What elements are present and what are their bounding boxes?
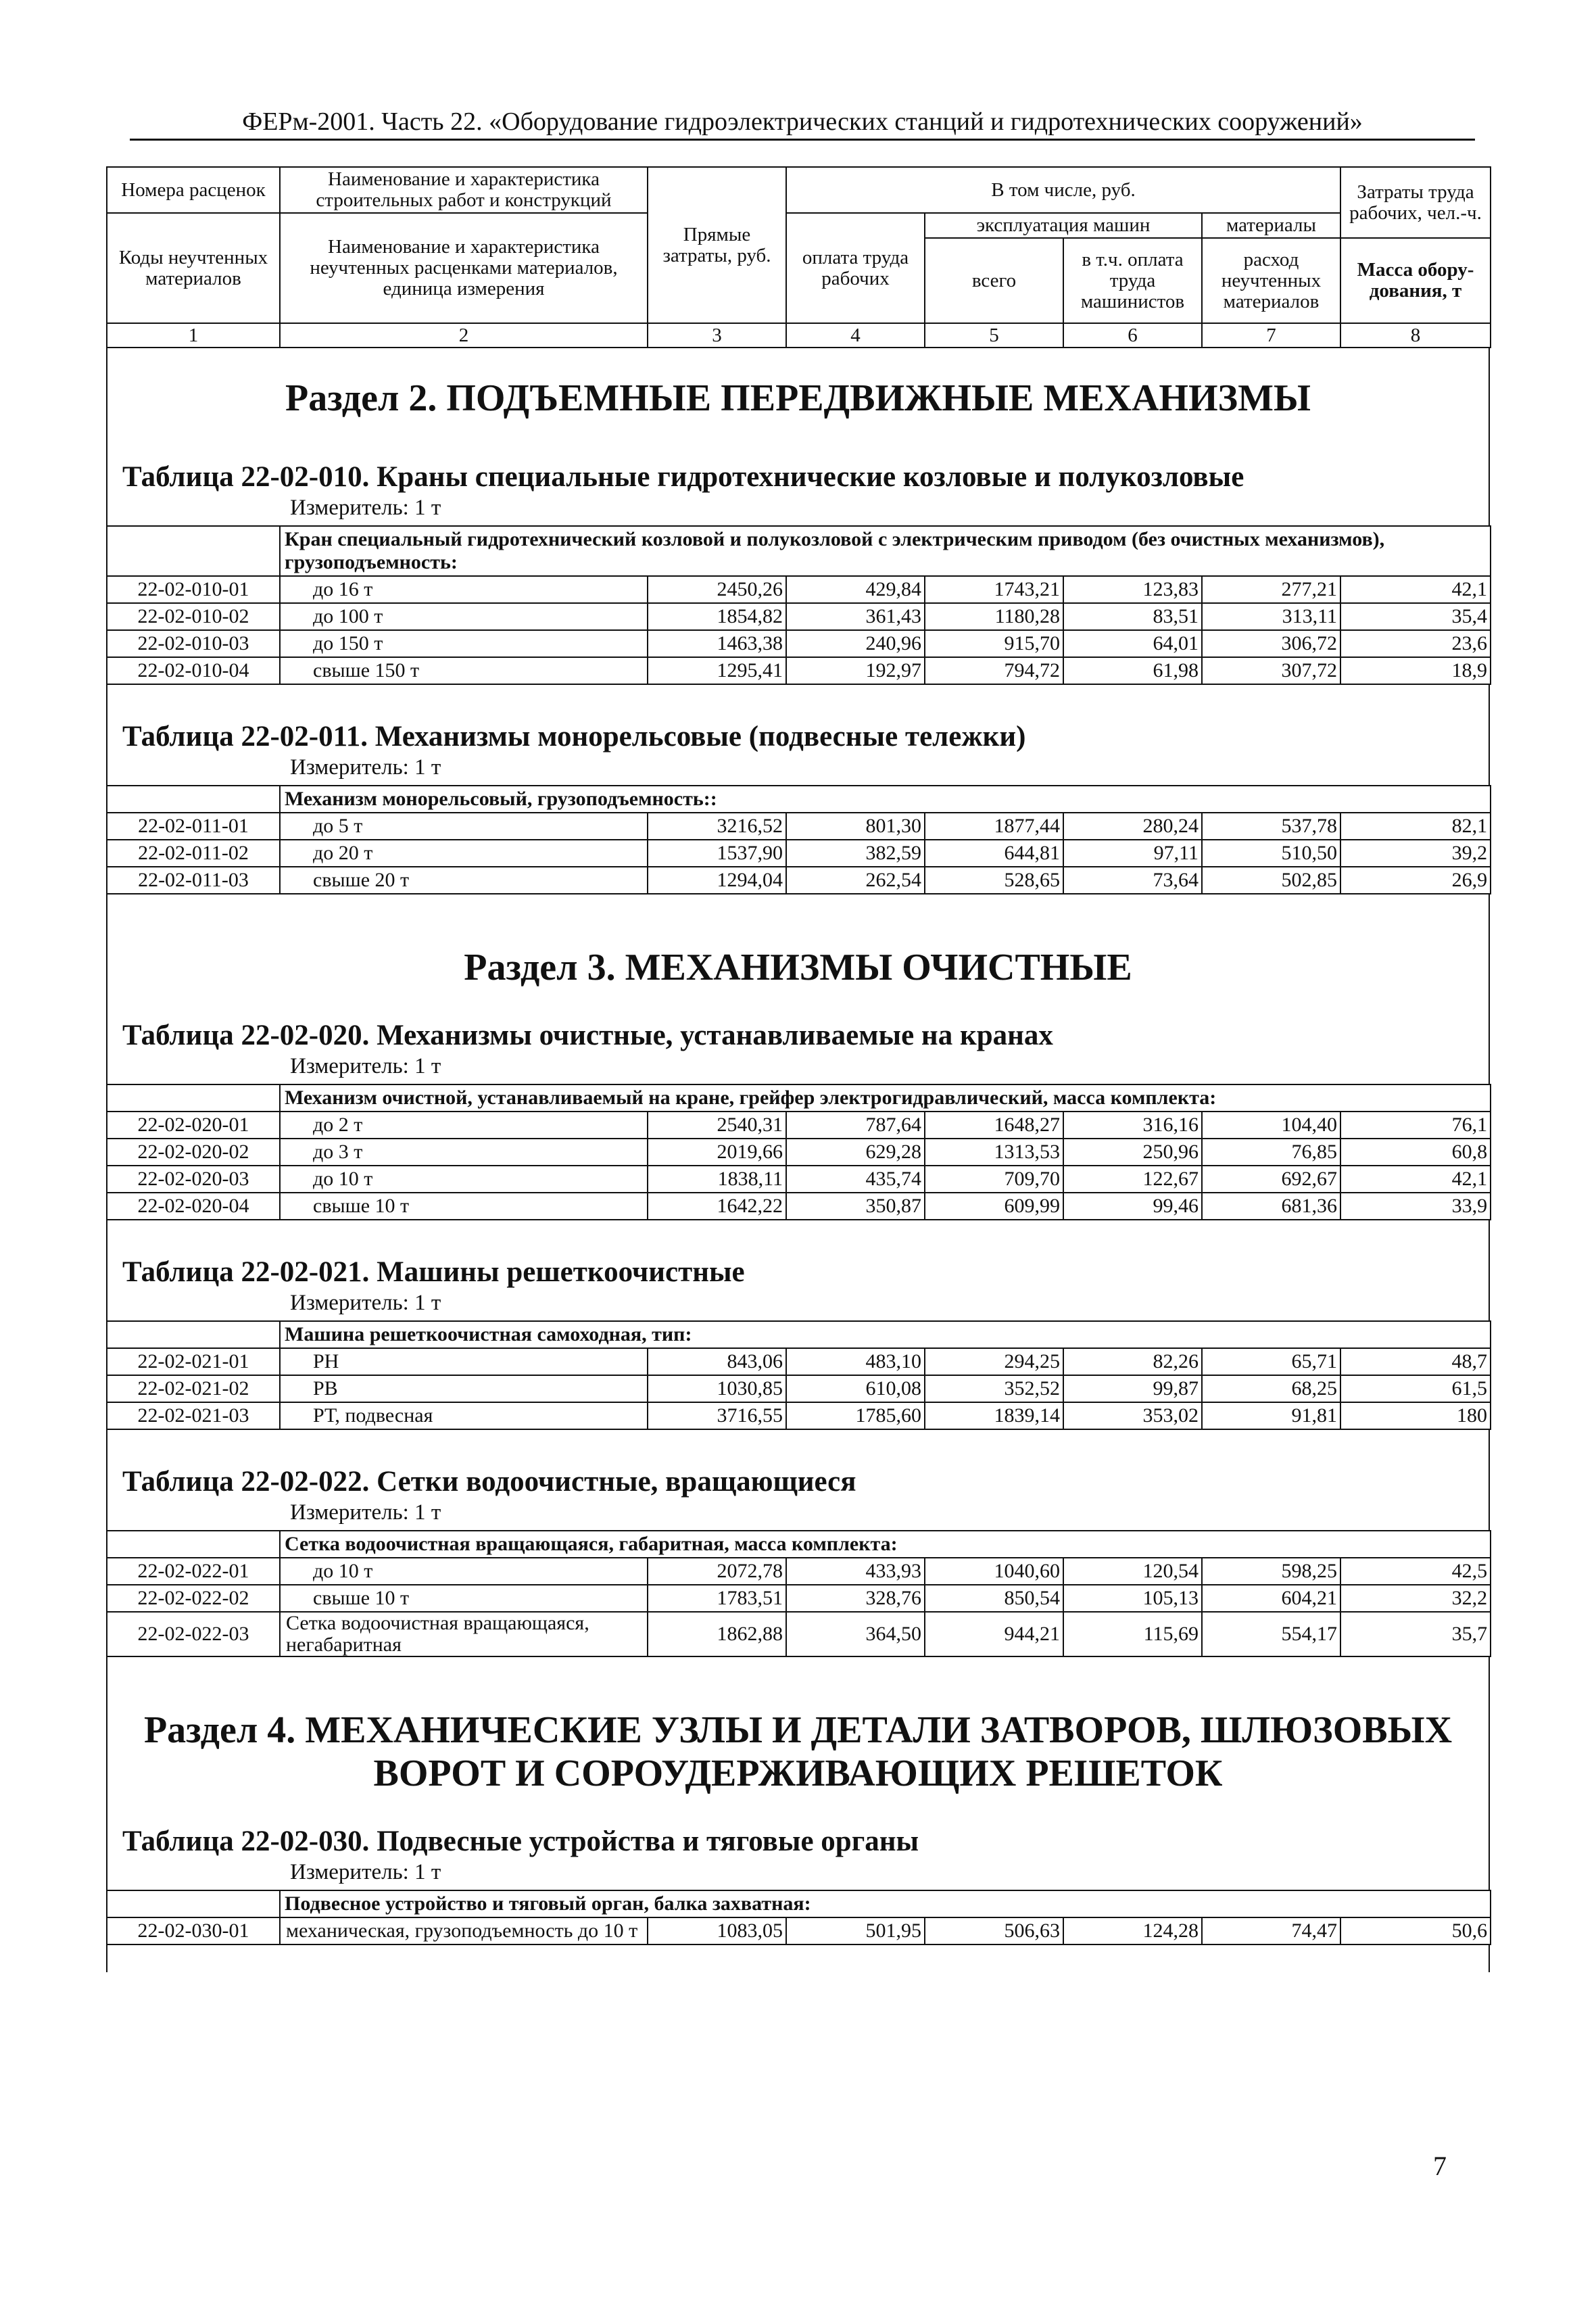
direct-cost: 1854,82 — [648, 603, 786, 630]
materials-cost: 306,72 — [1202, 630, 1340, 657]
labor-pay: 610,08 — [786, 1375, 925, 1402]
col-materials: материалы — [1202, 213, 1340, 238]
table-row — [107, 1917, 1491, 1944]
labor-cost: 61,5 — [1340, 1375, 1491, 1402]
rate-code: 22-02-021-01 — [107, 1348, 280, 1375]
direct-cost: 1862,88 — [648, 1612, 786, 1656]
table-title: Таблица 22-02-010. Краны специальные гидротехнические козловые и полукозловые — [122, 461, 1244, 493]
materials-cost: 74,47 — [1202, 1917, 1340, 1944]
rate-name: до 5 т — [280, 813, 648, 840]
col-direct: Прямые затраты, руб. — [648, 167, 786, 323]
materials-cost: 502,85 — [1202, 867, 1340, 894]
col-materials-use: расход неучтенных материалов — [1202, 238, 1340, 323]
table-row — [107, 1585, 1491, 1612]
machinists-pay: 64,01 — [1063, 630, 1202, 657]
labor-pay: 435,74 — [786, 1166, 925, 1193]
machines-total: 850,54 — [925, 1585, 1063, 1612]
col-index: 8 — [1340, 323, 1491, 348]
machinists-pay: 123,83 — [1063, 576, 1202, 603]
rate-name: до 10 т — [280, 1166, 648, 1193]
direct-cost: 2540,31 — [648, 1112, 786, 1139]
direct-cost: 1838,11 — [648, 1166, 786, 1193]
measure-unit: Измеритель: 1 т — [290, 496, 441, 520]
machinists-pay: 82,26 — [1063, 1348, 1202, 1375]
rate-name: свыше 20 т — [280, 867, 648, 894]
direct-cost: 3216,52 — [648, 813, 786, 840]
section-title: Раздел 2. ПОДЪЕМНЫЕ ПЕРЕДВИЖНЫЕ МЕХАНИЗМЫ — [285, 377, 1311, 419]
rate-code: 22-02-021-02 — [107, 1375, 280, 1402]
materials-cost: 692,67 — [1202, 1166, 1340, 1193]
labor-pay: 629,28 — [786, 1139, 925, 1166]
materials-cost: 598,25 — [1202, 1558, 1340, 1585]
machinists-pay: 353,02 — [1063, 1402, 1202, 1429]
labor-cost: 32,2 — [1340, 1585, 1491, 1612]
machines-total: 1180,28 — [925, 603, 1063, 630]
rate-name: РВ — [280, 1375, 648, 1402]
col-numbers: Номера расценок — [107, 167, 280, 213]
machines-total: 1877,44 — [925, 813, 1063, 840]
rate-name: до 16 т — [280, 576, 648, 603]
rate-name: до 150 т — [280, 630, 648, 657]
table-row — [107, 1112, 1491, 1139]
direct-cost: 843,06 — [648, 1348, 786, 1375]
labor-pay: 1785,60 — [786, 1402, 925, 1429]
materials-cost: 604,21 — [1202, 1585, 1340, 1612]
col-index: 4 — [786, 323, 925, 348]
section-title: Раздел 3. МЕХАНИЗМЫ ОЧИСТНЫЕ — [464, 947, 1132, 988]
rates-table — [106, 1890, 1491, 1945]
price-table — [106, 166, 1490, 1972]
document-header: ФЕРм-2001. Часть 22. «Оборудование гидроэлектрических станций и гидротехнических сооружений» — [242, 108, 1363, 136]
measure-unit: Измеритель: 1 т — [290, 755, 441, 780]
labor-cost: 18,9 — [1340, 657, 1491, 684]
table-description: Механизм монорельсовый, грузоподъемность:: — [280, 786, 1491, 813]
machines-total: 944,21 — [925, 1612, 1063, 1656]
col-index: 5 — [925, 323, 1063, 348]
direct-cost: 1295,41 — [648, 657, 786, 684]
machines-total: 609,99 — [925, 1193, 1063, 1220]
labor-pay: 350,87 — [786, 1193, 925, 1220]
machinists-pay: 124,28 — [1063, 1917, 1202, 1944]
table-title: Таблица 22-02-022. Сетки водоочистные, вращающиеся — [122, 1466, 856, 1498]
labor-cost: 23,6 — [1340, 630, 1491, 657]
table-row — [107, 1193, 1491, 1220]
machines-total: 294,25 — [925, 1348, 1063, 1375]
direct-cost: 2072,78 — [648, 1558, 786, 1585]
labor-pay: 787,64 — [786, 1112, 925, 1139]
table-row — [107, 1558, 1491, 1585]
materials-cost: 681,36 — [1202, 1193, 1340, 1220]
rate-name: до 20 т — [280, 840, 648, 867]
col-index: 7 — [1202, 323, 1340, 348]
machinists-pay: 280,24 — [1063, 813, 1202, 840]
labor-pay: 382,59 — [786, 840, 925, 867]
table-description: Механизм очистной, устанавливаемый на кране, грейфер электрогидравлический, масса комплекта: — [280, 1084, 1491, 1112]
table-row — [107, 1375, 1491, 1402]
labor-pay: 328,76 — [786, 1585, 925, 1612]
table-row — [107, 1166, 1491, 1193]
labor-pay: 483,10 — [786, 1348, 925, 1375]
table-row — [107, 657, 1491, 684]
machinists-pay: 115,69 — [1063, 1612, 1202, 1656]
page-number: 7 — [1433, 2151, 1447, 2181]
machines-total: 709,70 — [925, 1166, 1063, 1193]
materials-cost: 313,11 — [1202, 603, 1340, 630]
column-header-table — [106, 166, 1491, 348]
machines-total: 506,63 — [925, 1917, 1063, 1944]
rate-name: свыше 10 т — [280, 1585, 648, 1612]
labor-pay: 433,93 — [786, 1558, 925, 1585]
col-name-materials: Наименование и характеристика неучтенных расценками материалов, единица измерения — [280, 213, 648, 323]
col-index: 3 — [648, 323, 786, 348]
table-row — [107, 1348, 1491, 1375]
col-index: 1 — [107, 323, 280, 348]
rate-name: РТ, подвесная — [280, 1402, 648, 1429]
col-equipment-mass: Масса обору-дования, т — [1340, 238, 1491, 323]
rate-code: 22-02-010-01 — [107, 576, 280, 603]
measure-unit: Измеритель: 1 т — [290, 1291, 441, 1315]
labor-cost: 35,7 — [1340, 1612, 1491, 1656]
rate-code: 22-02-022-02 — [107, 1585, 280, 1612]
table-row — [107, 630, 1491, 657]
rate-name: до 3 т — [280, 1139, 648, 1166]
materials-cost: 68,25 — [1202, 1375, 1340, 1402]
labor-pay: 192,97 — [786, 657, 925, 684]
machinists-pay: 316,16 — [1063, 1112, 1202, 1139]
rates-table — [106, 525, 1491, 685]
labor-cost: 42,1 — [1340, 1166, 1491, 1193]
rate-code: 22-02-020-01 — [107, 1112, 280, 1139]
table-description: Сетка водоочистная вращающаяся, габаритная, масса комплекта: — [280, 1531, 1491, 1558]
rate-code: 22-02-030-01 — [107, 1917, 280, 1944]
table-title: Таблица 22-02-030. Подвесные устройства и тяговые органы — [122, 1825, 919, 1857]
table-row — [107, 1139, 1491, 1166]
rate-code: 22-02-022-01 — [107, 1558, 280, 1585]
rate-name: до 100 т — [280, 603, 648, 630]
machinists-pay: 122,67 — [1063, 1166, 1202, 1193]
table-description: Машина решеткоочистная самоходная, тип: — [280, 1321, 1491, 1348]
rate-name: до 2 т — [280, 1112, 648, 1139]
rate-code: 22-02-011-02 — [107, 840, 280, 867]
labor-cost: 60,8 — [1340, 1139, 1491, 1166]
col-labor-cost: Затраты труда рабочих, чел.-ч. — [1340, 167, 1491, 238]
direct-cost: 1463,38 — [648, 630, 786, 657]
rate-code: 22-02-010-04 — [107, 657, 280, 684]
table-row — [107, 576, 1491, 603]
direct-cost: 2019,66 — [648, 1139, 786, 1166]
rate-code: 22-02-011-03 — [107, 867, 280, 894]
rate-code: 22-02-020-02 — [107, 1139, 280, 1166]
materials-cost: 307,72 — [1202, 657, 1340, 684]
table-row — [107, 813, 1491, 840]
table-row — [107, 1402, 1491, 1429]
table-row — [107, 840, 1491, 867]
col-index: 2 — [280, 323, 648, 348]
rate-code: 22-02-021-03 — [107, 1402, 280, 1429]
machinists-pay: 120,54 — [1063, 1558, 1202, 1585]
labor-cost: 39,2 — [1340, 840, 1491, 867]
table-title: Таблица 22-02-011. Механизмы монорельсовые (подвесные тележки) — [122, 721, 1026, 753]
col-codes: Коды неучтенных материалов — [107, 213, 280, 323]
rates-table — [106, 785, 1491, 894]
direct-cost: 1783,51 — [648, 1585, 786, 1612]
labor-cost: 35,4 — [1340, 603, 1491, 630]
machinists-pay: 250,96 — [1063, 1139, 1202, 1166]
labor-cost: 42,5 — [1340, 1558, 1491, 1585]
table-row — [107, 1612, 1491, 1656]
materials-cost: 510,50 — [1202, 840, 1340, 867]
table-title: Таблица 22-02-020. Механизмы очистные, устанавливаемые на кранах — [122, 1020, 1053, 1051]
col-machinists-pay: в т.ч. оплата труда машинистов — [1063, 238, 1202, 323]
machines-total: 1040,60 — [925, 1558, 1063, 1585]
machines-total: 1648,27 — [925, 1112, 1063, 1139]
labor-cost: 82,1 — [1340, 813, 1491, 840]
machinists-pay: 83,51 — [1063, 603, 1202, 630]
rates-table — [106, 1530, 1491, 1657]
labor-pay: 361,43 — [786, 603, 925, 630]
rate-name: до 10 т — [280, 1558, 648, 1585]
col-machines-total: всего — [925, 238, 1063, 323]
rate-name: свыше 150 т — [280, 657, 648, 684]
materials-cost: 65,71 — [1202, 1348, 1340, 1375]
labor-cost: 26,9 — [1340, 867, 1491, 894]
direct-cost: 3716,55 — [648, 1402, 786, 1429]
machinists-pay: 61,98 — [1063, 657, 1202, 684]
materials-cost: 91,81 — [1202, 1402, 1340, 1429]
machinists-pay: 99,46 — [1063, 1193, 1202, 1220]
section-title: Раздел 4. МЕХАНИЧЕСКИЕ УЗЛЫ И ДЕТАЛИ ЗАТВОРОВ, ШЛЮЗОВЫХ ВОРОТ И СОРОУДЕРЖИВАЮЩИХ РЕШЕТОК — [143, 1709, 1453, 1794]
labor-cost: 33,9 — [1340, 1193, 1491, 1220]
content-body — [106, 348, 1490, 1972]
labor-cost: 42,1 — [1340, 576, 1491, 603]
rate-code: 22-02-010-03 — [107, 630, 280, 657]
labor-pay: 240,96 — [786, 630, 925, 657]
table-row — [107, 603, 1491, 630]
materials-cost: 277,21 — [1202, 576, 1340, 603]
table-description: Кран специальный гидротехнический козловой и полукозловой с электрическим приводом (без очистных механизмов), грузоподъемность: — [280, 526, 1491, 576]
table-row — [107, 867, 1491, 894]
materials-cost: 104,40 — [1202, 1112, 1340, 1139]
measure-unit: Измеритель: 1 т — [290, 1054, 441, 1078]
machines-total: 1743,21 — [925, 576, 1063, 603]
machines-total: 528,65 — [925, 867, 1063, 894]
col-name: Наименование и характеристика строительных работ и конструкций — [280, 167, 648, 213]
measure-unit: Измеритель: 1 т — [290, 1860, 441, 1884]
rate-code: 22-02-011-01 — [107, 813, 280, 840]
labor-pay: 801,30 — [786, 813, 925, 840]
direct-cost: 1083,05 — [648, 1917, 786, 1944]
machinists-pay: 105,13 — [1063, 1585, 1202, 1612]
header-rule — [130, 139, 1475, 141]
measure-unit: Измеритель: 1 т — [290, 1500, 441, 1525]
machines-total: 1839,14 — [925, 1402, 1063, 1429]
machines-total: 794,72 — [925, 657, 1063, 684]
col-labor-pay: оплата труда рабочих — [786, 213, 925, 323]
materials-cost: 76,85 — [1202, 1139, 1340, 1166]
labor-cost: 76,1 — [1340, 1112, 1491, 1139]
machinists-pay: 97,11 — [1063, 840, 1202, 867]
direct-cost: 1537,90 — [648, 840, 786, 867]
rate-name: РН — [280, 1348, 648, 1375]
labor-pay: 501,95 — [786, 1917, 925, 1944]
labor-pay: 429,84 — [786, 576, 925, 603]
rate-code: 22-02-010-02 — [107, 603, 280, 630]
machinists-pay: 73,64 — [1063, 867, 1202, 894]
machines-total: 1313,53 — [925, 1139, 1063, 1166]
col-machines: эксплуатация машин — [925, 213, 1202, 238]
rate-code: 22-02-020-04 — [107, 1193, 280, 1220]
labor-cost: 50,6 — [1340, 1917, 1491, 1944]
materials-cost: 554,17 — [1202, 1612, 1340, 1656]
col-including: В том числе, руб. — [786, 167, 1340, 213]
machines-total: 352,52 — [925, 1375, 1063, 1402]
labor-cost: 180 — [1340, 1402, 1491, 1429]
rate-name: Сетка водоочистная вращающаяся, негабаритная — [280, 1612, 648, 1656]
machines-total: 644,81 — [925, 840, 1063, 867]
rate-name: свыше 10 т — [280, 1193, 648, 1220]
col-index: 6 — [1063, 323, 1202, 348]
direct-cost: 1642,22 — [648, 1193, 786, 1220]
direct-cost: 1294,04 — [648, 867, 786, 894]
direct-cost: 1030,85 — [648, 1375, 786, 1402]
materials-cost: 537,78 — [1202, 813, 1340, 840]
labor-pay: 364,50 — [786, 1612, 925, 1656]
rates-table — [106, 1320, 1491, 1430]
labor-pay: 262,54 — [786, 867, 925, 894]
labor-cost: 48,7 — [1340, 1348, 1491, 1375]
rate-code: 22-02-022-03 — [107, 1612, 280, 1656]
table-title: Таблица 22-02-021. Машины решеткоочистные — [122, 1256, 745, 1288]
table-description: Подвесное устройство и тяговый орган, балка захватная: — [280, 1890, 1491, 1917]
machinists-pay: 99,87 — [1063, 1375, 1202, 1402]
machines-total: 915,70 — [925, 630, 1063, 657]
rates-table — [106, 1084, 1491, 1220]
direct-cost: 2450,26 — [648, 576, 786, 603]
rate-name: механическая, грузоподъемность до 10 т — [280, 1917, 648, 1944]
rate-code: 22-02-020-03 — [107, 1166, 280, 1193]
